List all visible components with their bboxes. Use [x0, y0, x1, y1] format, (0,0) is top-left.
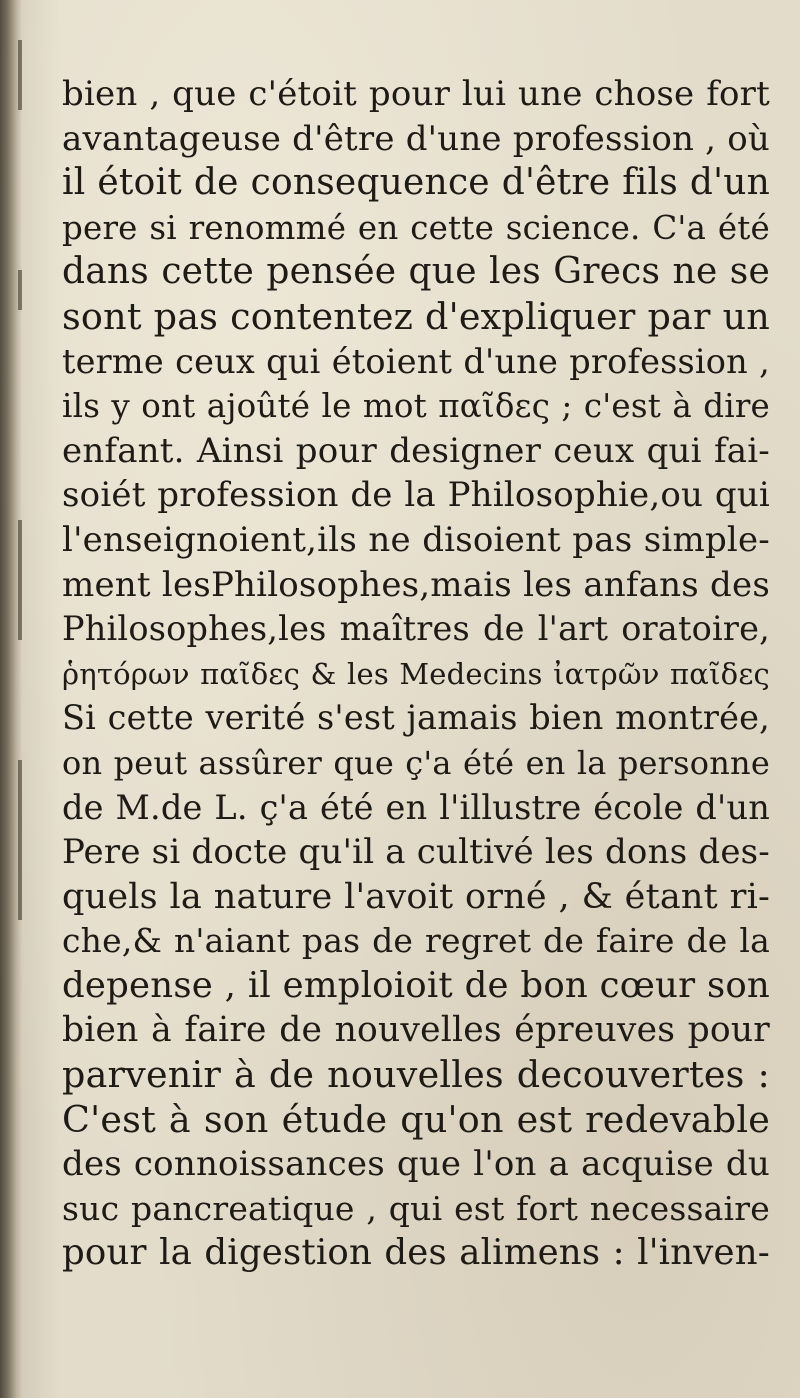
text-line: ῥητόρων παῖδες & les Medecins ἰατρῶν παῖδες: [62, 656, 770, 691]
binding-edge: [0, 0, 22, 1398]
text-line: suc pancreatique , qui est fort necessaire: [62, 1188, 770, 1228]
text-line: il étoit de consequence d'être fils d'un: [62, 162, 770, 204]
text-line: ils y ont ajoûté le mot παῖδες ; c'est à dire: [62, 387, 770, 426]
text-line: l'enseignoient,ils ne disoient pas simple-: [62, 519, 770, 560]
text-line: avantageuse d'être d'une profession , où: [62, 118, 770, 159]
text-line: quels la nature l'avoit orné , & étant ri-: [62, 876, 770, 917]
text-line: sont pas contentez d'expliquer par un: [62, 294, 770, 338]
body-text: [62, 72, 770, 1276]
binding-mark: [18, 270, 22, 310]
text-line: che,& n'aiant pas de regret de faire de la: [62, 921, 770, 961]
text-line: parvenir à de nouvelles decouvertes :: [62, 1053, 770, 1097]
text-line: soiét profession de la Philosophie,ou qui: [62, 475, 770, 516]
text-line: pour la digestion des alimens : l'inven-: [62, 1232, 770, 1274]
text-line: C'est à son étude qu'on est redevable: [62, 1097, 770, 1141]
text-line: depense , il emploioit de bon cœur son: [62, 964, 770, 1006]
binding-mark: [18, 520, 22, 640]
text-line: bien à faire de nouvelles épreuves pour: [62, 1010, 770, 1051]
text-line: dans cette pensée que les Grecs ne se: [62, 251, 770, 293]
text-line: Pere si docte qu'il a cultivé les dons des-: [62, 832, 770, 873]
text-line: pere si renommé en cette science. C'a été: [62, 208, 770, 247]
text-line: ment lesPhilosophes,mais les anfans des: [62, 564, 770, 605]
text-line: Si cette verité s'est jamais bien montrée,: [62, 698, 770, 738]
text-line: terme ceux qui étoient d'une profession ,: [62, 341, 770, 381]
text-line: des connoissances que l'on a acquise du: [62, 1144, 770, 1185]
text-line: on peut assûrer que ç'a été en la personne: [62, 743, 770, 782]
text-line: enfant. Ainsi pour designer ceux qui fai-: [62, 430, 770, 471]
text-line: bien , que c'étoit pour lui une chose fort: [62, 74, 770, 114]
binding-mark: [18, 760, 22, 920]
binding-mark: [18, 40, 22, 110]
text-line: de M.de L. ç'a été en l'illustre école d'un: [62, 787, 770, 827]
text-line: Philosophes,les maîtres de l'art oratoire,: [62, 609, 770, 649]
